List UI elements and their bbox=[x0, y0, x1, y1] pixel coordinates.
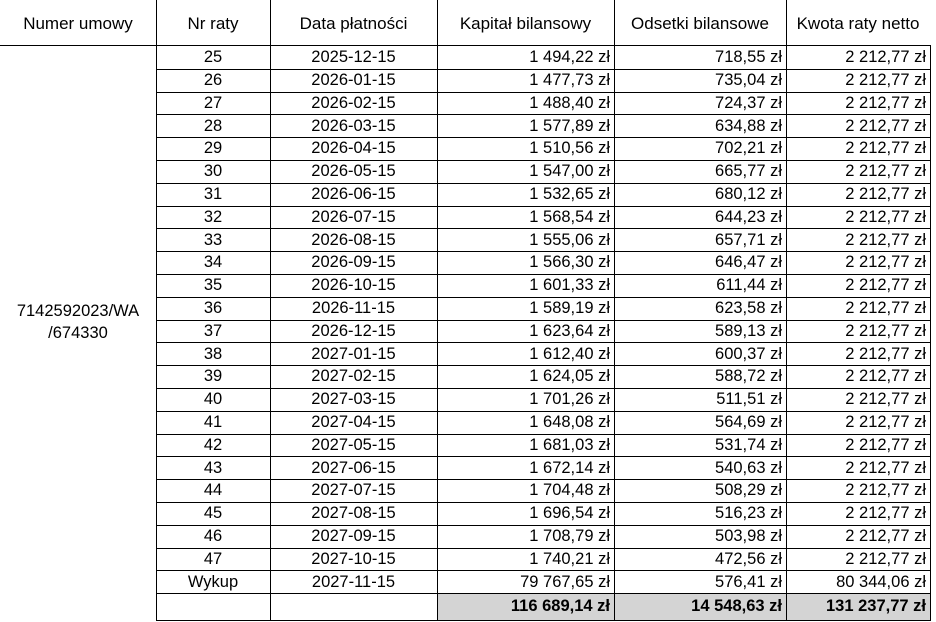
header-interest: Odsetki bilansowe bbox=[631, 13, 769, 33]
payment-date-cell: 2027-11-15 bbox=[311, 572, 396, 591]
row-divider bbox=[156, 137, 931, 138]
payment-date-cell: 2027-08-15 bbox=[311, 504, 396, 523]
row-divider bbox=[156, 570, 931, 571]
installment-no-cell: 47 bbox=[203, 549, 223, 568]
row-divider bbox=[156, 92, 931, 93]
installment-no-cell: Wykup bbox=[187, 572, 239, 591]
capital-cell: 1 672,14 zł bbox=[529, 458, 610, 477]
interest-cell: 724,37 zł bbox=[715, 93, 782, 112]
capital-cell: 1 566,30 zł bbox=[529, 253, 610, 272]
payment-date-cell: 2026-11-15 bbox=[311, 298, 396, 317]
column-divider bbox=[437, 46, 438, 620]
row-divider bbox=[156, 274, 931, 275]
column-divider bbox=[786, 46, 787, 620]
capital-cell: 1 708,79 zł bbox=[529, 526, 610, 545]
installment-no-cell: 39 bbox=[203, 367, 223, 386]
capital-cell: 1 555,06 zł bbox=[529, 230, 610, 249]
interest-cell: 646,47 zł bbox=[715, 253, 782, 272]
interest-cell: 634,88 zł bbox=[715, 116, 782, 135]
interest-cell: 735,04 zł bbox=[715, 70, 782, 89]
interest-cell: 540,63 zł bbox=[715, 458, 782, 477]
header-column-divider bbox=[614, 0, 615, 46]
net-installment-cell: 2 212,77 zł bbox=[845, 321, 926, 340]
total-net-installment: 131 237,77 zł bbox=[826, 597, 926, 616]
payment-date-cell: 2026-01-15 bbox=[311, 70, 396, 89]
installment-no-cell: 45 bbox=[203, 504, 223, 523]
header-column-divider bbox=[270, 0, 271, 46]
installment-no-cell: 42 bbox=[203, 435, 223, 454]
header-payment-date: Data płatności bbox=[299, 13, 408, 33]
installment-no-cell: 29 bbox=[203, 139, 223, 158]
row-divider bbox=[156, 456, 931, 457]
net-installment-cell: 2 212,77 zł bbox=[845, 367, 926, 386]
interest-cell: 665,77 zł bbox=[715, 162, 782, 181]
net-installment-cell: 2 212,77 zł bbox=[845, 412, 926, 431]
capital-cell: 1 701,26 zł bbox=[529, 390, 610, 409]
capital-cell: 1 510,56 zł bbox=[529, 139, 610, 158]
row-divider bbox=[156, 593, 931, 594]
interest-cell: 576,41 zł bbox=[715, 572, 782, 591]
installment-no-cell: 31 bbox=[203, 184, 223, 203]
header-net-installment: Kwota raty netto bbox=[796, 13, 920, 33]
net-installment-cell: 2 212,77 zł bbox=[845, 344, 926, 363]
row-divider bbox=[156, 228, 931, 229]
installment-no-cell: 32 bbox=[203, 207, 223, 226]
capital-cell: 1 648,08 zł bbox=[529, 412, 610, 431]
payment-date-cell: 2027-10-15 bbox=[311, 549, 396, 568]
table-bottom-border bbox=[156, 620, 931, 621]
capital-cell: 1 494,22 zł bbox=[529, 48, 610, 67]
net-installment-cell: 2 212,77 zł bbox=[845, 549, 926, 568]
capital-cell: 79 767,65 zł bbox=[520, 572, 610, 591]
capital-cell: 1 577,89 zł bbox=[529, 116, 610, 135]
payment-date-cell: 2026-09-15 bbox=[311, 253, 396, 272]
net-installment-cell: 2 212,77 zł bbox=[845, 162, 926, 181]
capital-cell: 1 532,65 zł bbox=[529, 184, 610, 203]
capital-cell: 1 704,48 zł bbox=[529, 481, 610, 500]
payment-date-cell: 2027-09-15 bbox=[311, 526, 396, 545]
total-capital: 116 689,14 zł bbox=[510, 597, 610, 616]
interest-cell: 472,56 zł bbox=[715, 549, 782, 568]
row-divider bbox=[156, 183, 931, 184]
interest-cell: 680,12 zł bbox=[715, 184, 782, 203]
row-divider bbox=[156, 160, 931, 161]
net-installment-cell: 2 212,77 zł bbox=[845, 48, 926, 67]
capital-cell: 1 477,73 zł bbox=[529, 70, 610, 89]
payment-date-cell: 2027-07-15 bbox=[311, 481, 396, 500]
interest-cell: 623,58 zł bbox=[715, 298, 782, 317]
payment-date-cell: 2026-07-15 bbox=[311, 207, 396, 226]
column-divider bbox=[930, 46, 931, 620]
installment-no-cell: 26 bbox=[203, 70, 223, 89]
installment-no-cell: 38 bbox=[203, 344, 223, 363]
payment-date-cell: 2026-03-15 bbox=[311, 116, 396, 135]
interest-cell: 516,23 zł bbox=[715, 504, 782, 523]
capital-cell: 1 696,54 zł bbox=[529, 504, 610, 523]
capital-cell: 1 624,05 zł bbox=[529, 367, 610, 386]
interest-cell: 589,13 zł bbox=[715, 321, 782, 340]
payment-date-cell: 2027-06-15 bbox=[311, 458, 396, 477]
row-divider bbox=[156, 434, 931, 435]
net-installment-cell: 2 212,77 zł bbox=[845, 435, 926, 454]
payment-date-cell: 2027-01-15 bbox=[311, 344, 396, 363]
interest-cell: 611,44 zł bbox=[716, 276, 782, 295]
column-divider bbox=[614, 46, 615, 620]
payment-date-cell: 2026-12-15 bbox=[311, 321, 396, 340]
installment-no-cell: 37 bbox=[203, 321, 223, 340]
installment-no-cell: 27 bbox=[203, 93, 223, 112]
installment-no-cell: 28 bbox=[203, 116, 223, 135]
payment-date-cell: 2026-02-15 bbox=[311, 93, 396, 112]
installment-no-cell: 36 bbox=[203, 298, 223, 317]
payment-date-cell: 2025-12-15 bbox=[311, 48, 396, 67]
payment-date-cell: 2026-04-15 bbox=[311, 139, 396, 158]
payment-date-cell: 2027-04-15 bbox=[311, 412, 396, 431]
net-installment-cell: 2 212,77 zł bbox=[845, 481, 926, 500]
row-divider bbox=[156, 206, 931, 207]
capital-cell: 1 589,19 zł bbox=[529, 298, 610, 317]
header-column-divider bbox=[437, 0, 438, 46]
installment-no-cell: 41 bbox=[203, 412, 223, 431]
payment-date-cell: 2026-05-15 bbox=[311, 162, 396, 181]
row-divider bbox=[156, 388, 931, 389]
row-divider bbox=[156, 69, 931, 70]
row-divider bbox=[156, 251, 931, 252]
header-installment-no: Nr raty bbox=[187, 13, 239, 33]
installment-no-cell: 44 bbox=[203, 481, 223, 500]
net-installment-cell: 2 212,77 zł bbox=[845, 298, 926, 317]
interest-cell: 588,72 zł bbox=[715, 367, 782, 386]
installment-no-cell: 46 bbox=[203, 526, 223, 545]
net-installment-cell: 2 212,77 zł bbox=[845, 139, 926, 158]
net-installment-cell: 2 212,77 zł bbox=[845, 116, 926, 135]
net-installment-cell: 2 212,77 zł bbox=[845, 70, 926, 89]
payment-date-cell: 2027-02-15 bbox=[311, 367, 396, 386]
payment-date-cell: 2026-06-15 bbox=[311, 184, 396, 203]
capital-cell: 1 568,54 zł bbox=[529, 207, 610, 226]
net-installment-cell: 2 212,77 zł bbox=[845, 504, 926, 523]
net-installment-cell: 2 212,77 zł bbox=[845, 93, 926, 112]
net-installment-cell: 2 212,77 zł bbox=[845, 207, 926, 226]
row-divider bbox=[156, 411, 931, 412]
payment-date-cell: 2027-05-15 bbox=[311, 435, 396, 454]
net-installment-cell: 2 212,77 zł bbox=[845, 230, 926, 249]
total-interest: 14 548,63 zł bbox=[691, 597, 782, 616]
row-divider bbox=[156, 548, 931, 549]
net-installment-cell: 2 212,77 zł bbox=[845, 390, 926, 409]
contract-number-line1: 7142592023/WA bbox=[16, 302, 140, 320]
row-divider bbox=[156, 114, 931, 115]
contract-number-line2: /674330 bbox=[48, 324, 108, 342]
interest-cell: 503,98 zł bbox=[715, 526, 782, 545]
interest-cell: 600,37 zł bbox=[715, 344, 782, 363]
header-capital: Kapitał bilansowy bbox=[459, 13, 592, 33]
interest-cell: 718,55 zł bbox=[715, 48, 782, 67]
row-divider bbox=[156, 320, 931, 321]
installment-no-cell: 30 bbox=[203, 162, 223, 181]
installment-no-cell: 35 bbox=[203, 276, 223, 295]
header-divider bbox=[0, 45, 931, 46]
row-divider bbox=[156, 479, 931, 480]
interest-cell: 508,29 zł bbox=[715, 481, 782, 500]
row-divider bbox=[156, 342, 931, 343]
row-divider bbox=[156, 525, 931, 526]
row-divider bbox=[156, 502, 931, 503]
interest-cell: 702,21 zł bbox=[715, 139, 782, 158]
header-column-divider bbox=[786, 0, 787, 46]
installment-no-cell: 43 bbox=[203, 458, 223, 477]
net-installment-cell: 2 212,77 zł bbox=[845, 526, 926, 545]
payment-date-cell: 2027-03-15 bbox=[311, 390, 396, 409]
installment-no-cell: 25 bbox=[203, 48, 223, 67]
installment-no-cell: 40 bbox=[203, 390, 223, 409]
header-contract-number: Numer umowy bbox=[23, 13, 133, 33]
net-installment-cell: 80 344,06 zł bbox=[836, 572, 926, 591]
row-divider bbox=[156, 297, 931, 298]
payment-date-cell: 2026-10-15 bbox=[311, 276, 396, 295]
net-installment-cell: 2 212,77 zł bbox=[845, 458, 926, 477]
capital-cell: 1 547,00 zł bbox=[529, 162, 610, 181]
net-installment-cell: 2 212,77 zł bbox=[845, 276, 926, 295]
interest-cell: 564,69 zł bbox=[715, 412, 782, 431]
header-column-divider bbox=[156, 0, 157, 46]
column-divider bbox=[156, 46, 157, 620]
interest-cell: 657,71 zł bbox=[715, 230, 782, 249]
interest-cell: 644,23 zł bbox=[715, 207, 782, 226]
capital-cell: 1 740,21 zł bbox=[529, 549, 610, 568]
capital-cell: 1 612,40 zł bbox=[529, 344, 610, 363]
column-divider bbox=[270, 46, 271, 620]
contract-number-cell bbox=[0, 46, 156, 598]
interest-cell: 511,51 zł bbox=[716, 390, 782, 409]
capital-cell: 1 623,64 zł bbox=[529, 321, 610, 340]
installment-no-cell: 33 bbox=[203, 230, 223, 249]
net-installment-cell: 2 212,77 zł bbox=[845, 184, 926, 203]
installment-no-cell: 34 bbox=[203, 253, 223, 272]
capital-cell: 1 488,40 zł bbox=[529, 93, 610, 112]
interest-cell: 531,74 zł bbox=[715, 435, 782, 454]
capital-cell: 1 601,33 zł bbox=[529, 276, 610, 295]
capital-cell: 1 681,03 zł bbox=[529, 435, 610, 454]
net-installment-cell: 2 212,77 zł bbox=[845, 253, 926, 272]
payment-date-cell: 2026-08-15 bbox=[311, 230, 396, 249]
row-divider bbox=[156, 365, 931, 366]
